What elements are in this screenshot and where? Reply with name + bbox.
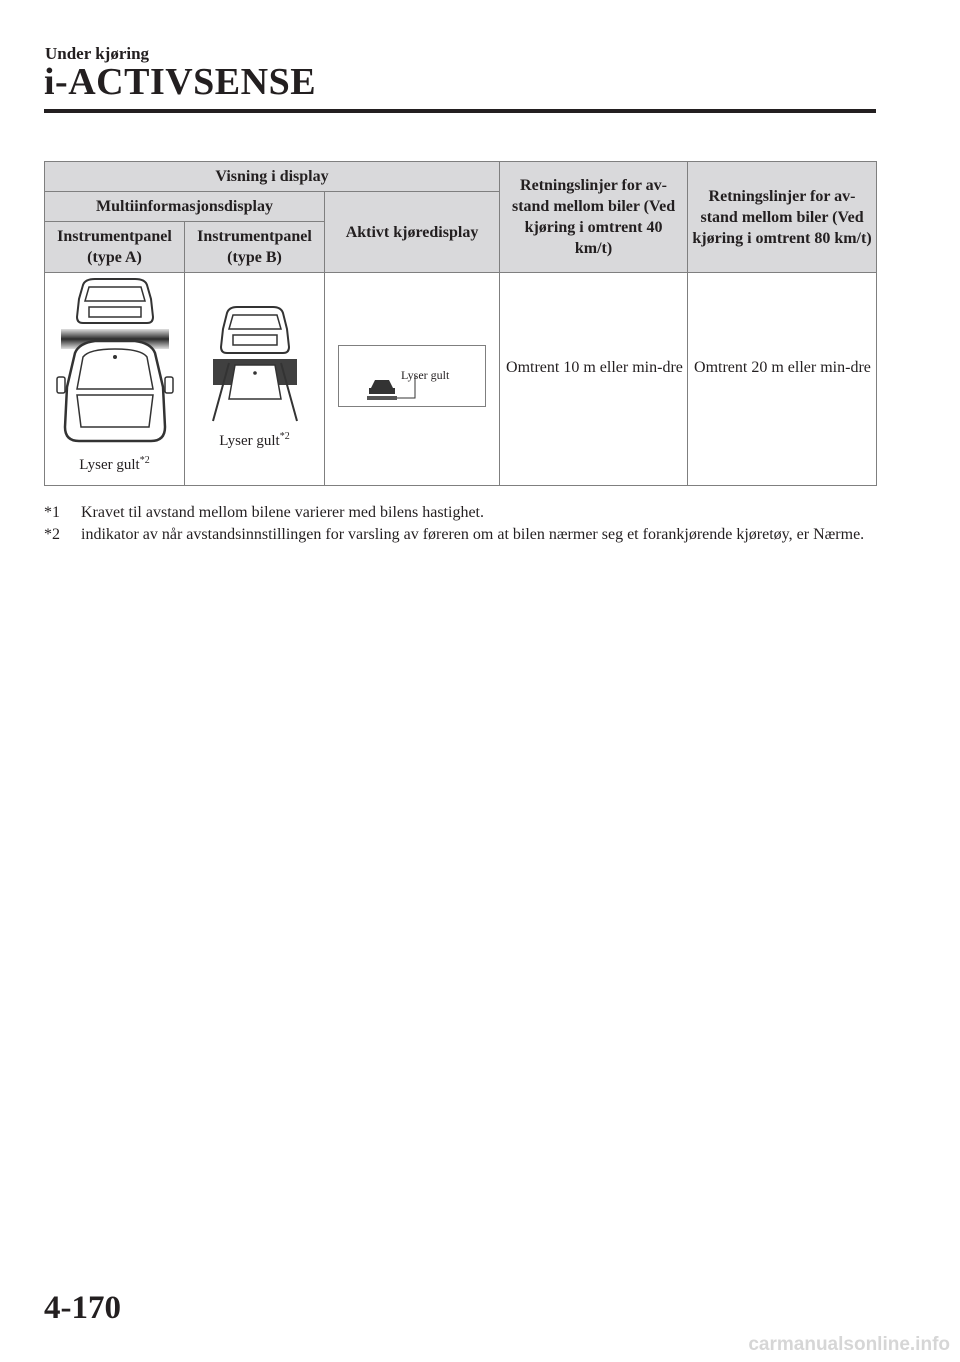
header-multi-display: Multiinformasjonsdisplay [45, 192, 325, 222]
header-display-group: Visning i display [45, 162, 500, 192]
header-guide-80: Retningslinjer for av-stand mellom biler (Ved kjøring i omtrent 80 km/t) [688, 162, 877, 273]
footnote-2-mark: *2 [44, 526, 60, 543]
page-title: i-ACTIVSENSE [44, 61, 317, 103]
watermark: carmanualsonline.info [748, 1334, 950, 1355]
page-number: 4-170 [44, 1290, 121, 1326]
caption-instrument-b: Lyser gult$^{*2}$ [219, 431, 290, 449]
header-guide-40: Retningslinjer for av-stand mellom biler (Ved kjøring i omtrent 40 km/t) [500, 162, 688, 273]
cell-distance-40: Omtrent 10 m eller min-dre [500, 273, 688, 486]
distance-table [44, 161, 877, 486]
header-rule [44, 109, 876, 113]
footnotes [44, 502, 884, 546]
footnote-1-text: Kravet til avstand mellom bilene varierer med bilens hastighet. [81, 504, 484, 521]
active-display-label: Lyser gult [401, 368, 450, 382]
footnote-2-text: indikator av når avstandsinnstillingen for varsling av føreren om at bilen nærmer seg et forankjørende kjøretøy, er Nærme. [81, 526, 865, 543]
header-active-display: Aktivt kjøredisplay [325, 192, 500, 273]
header-instrument-a: Instrumentpanel (type A) [45, 222, 185, 273]
footnote-1 [44, 502, 884, 524]
caption-instrument-a: Lyser gult$^{*2}$ [79, 455, 150, 473]
cell-active-display [325, 273, 500, 486]
section-label: Under kjøring [45, 44, 150, 63]
car-distance-illustration-a [55, 277, 175, 447]
cell-instrument-b [185, 273, 325, 486]
footnote-1-mark: *1 [44, 504, 60, 521]
cell-distance-80: Omtrent 20 m eller min-dre [688, 273, 877, 486]
header-instrument-b: Instrumentpanel (type B) [185, 222, 325, 273]
active-display-box [338, 345, 486, 407]
footnote-2 [44, 524, 884, 546]
car-distance-illustration-b [205, 303, 305, 423]
cell-instrument-a [45, 273, 185, 486]
